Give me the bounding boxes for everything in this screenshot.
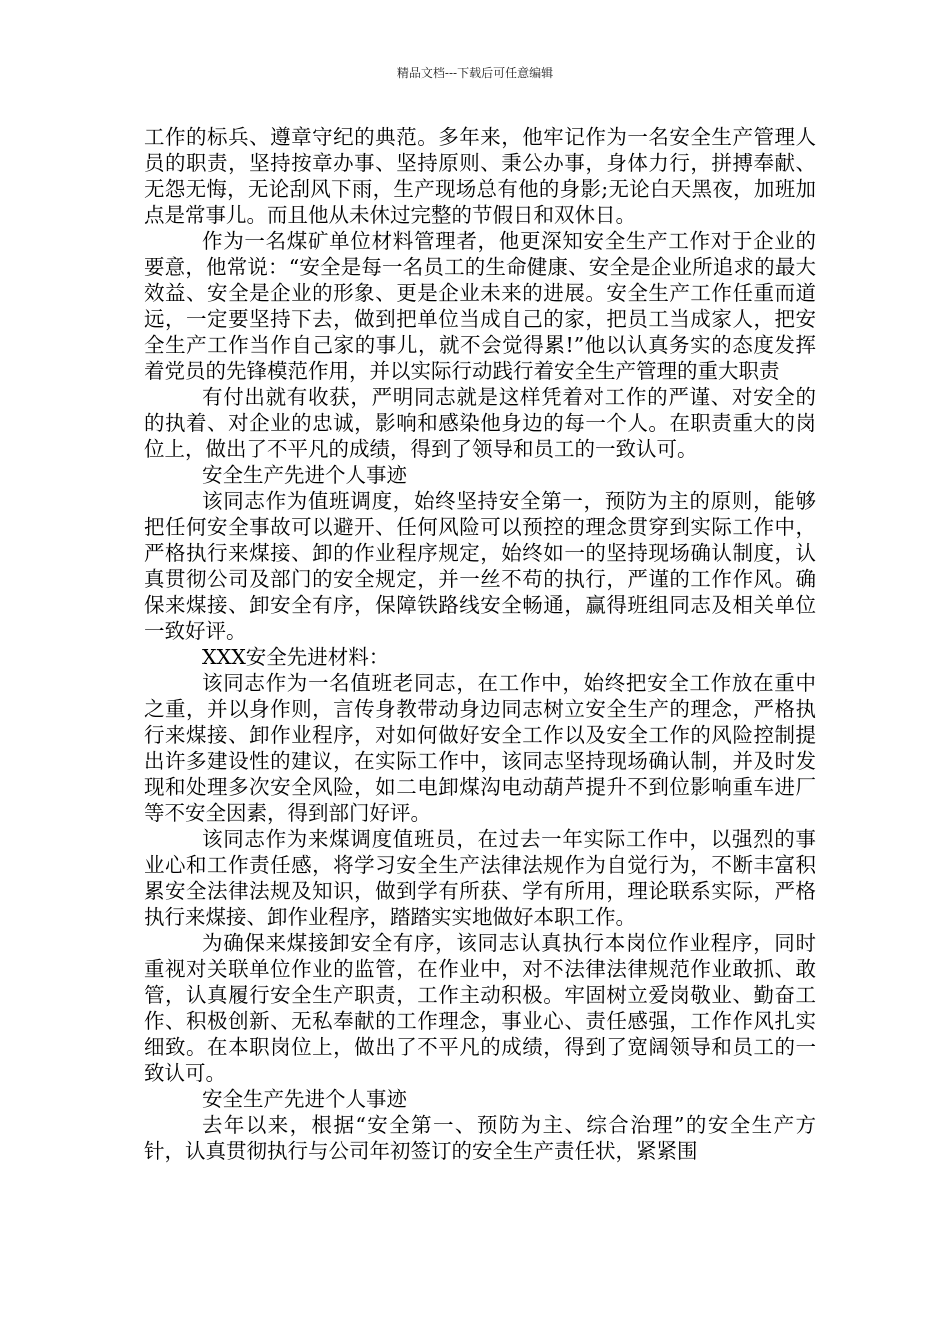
- paragraph-7: 为确保来煤接卸安全有序，该同志认真执行本岗位作业程序，同时重视对关联单位作业的监管，在作业中，对不法律法律规范作业敢抓、敢管，认真履行安全生产职责，工作主动积极。牢固树立爱岗敬业、勤奋工作、积极创新、无私奉献的工作理念，事业心、责任感强，工作作风扎实细致。在本职岗位上，做出了不平凡的成绩，得到了宽阔领导和员工的一致认可。: [144, 931, 816, 1085]
- document-body: [144, 124, 816, 1164]
- paragraph-8: 去年以来，根据“安全第一、预防为主、综合治理”的安全生产方针，认真贯彻执行与公司年初签订的安全生产责任状，紧紧围: [144, 1113, 816, 1163]
- section-heading-2: XXX安全先进材料：: [202, 645, 390, 669]
- paragraph-6: 该同志作为来煤调度值班员，在过去一年实际工作中，以强烈的事业心和工作责任感，将学习安全生产法律法规作为自觉行为，不断丰富积累安全法律法规及知识，做到学有所获、学有所用，理论联系实际，严格执行来煤接、卸作业程序，踏踏实实地做好本职工作。: [144, 827, 816, 929]
- paragraph-1: 工作的标兵、遵章守纪的典范。多年来，他牢记作为一名安全生产管理人员的职责，坚持按章办事、坚持原则、秉公办事，身体力行，拼搏奉献、无怨无悔，无论刮风下雨，生产现场总有他的身影;无论白天黑夜，加班加点是常事儿。而且他从未休过完整的节假日和双休日。: [144, 125, 816, 227]
- paragraph-4: 该同志作为值班调度，始终坚持安全第一，预防为主的原则，能够把任何安全事故可以避开、任何风险可以预控的理念贯穿到实际工作中，严格执行来煤接、卸的作业程序规定，始终如一的坚持现场确认制度，认真贯彻公司及部门的安全规定，并一丝不苟的执行，严谨的工作作风。确保来煤接、卸安全有序，保障铁路线安全畅通，赢得班组同志及相关单位一致好评。: [144, 489, 816, 643]
- page-header: 精品文档---下载后可任意编辑: [396, 66, 554, 80]
- paragraph-2: 作为一名煤矿单位材料管理者，他更深知安全生产工作对于企业的要意，他常说：“安全是每一名员工的生命健康、安全是企业所追求的最大效益、安全是企业的形象、更是企业未来的进展。安全生产工作任重而道远，一定要坚持下去，做到把单位当成自己的家，把员工当成家人，把安全生产工作当作自己家的事儿，就不会觉得累!”他以认真务实的态度发挥着党员的先锋模范作用，并以实际行动践行着安全生产管理的重大职责: [144, 229, 816, 383]
- section-heading-1: 安全生产先进个人事迹: [202, 463, 407, 487]
- paragraph-5: 该同志作为一名值班老同志，在工作中，始终把安全工作放在重中之重，并以身作则，言传身教带动身边同志树立安全生产的理念，严格执行来煤接、卸作业程序，对如何做好安全工作以及安全工作的风险控制提出许多建设性的建议，在实际工作中，该同志坚持现场确认制，并及时发现和处理多次安全风险，如二电卸煤沟电动葫芦提升不到位影响重车进厂等不安全因素，得到部门好评。: [144, 671, 816, 825]
- paragraph-3: 有付出就有收获，严明同志就是这样凭着对工作的严谨、对安全的的执着、对企业的忠诚，影响和感染他身边的每一个人。在职责重大的岗位上，做出了不平凡的成绩，得到了领导和员工的一致认可。: [144, 385, 816, 461]
- section-heading-3: 安全生产先进个人事迹: [202, 1087, 407, 1111]
